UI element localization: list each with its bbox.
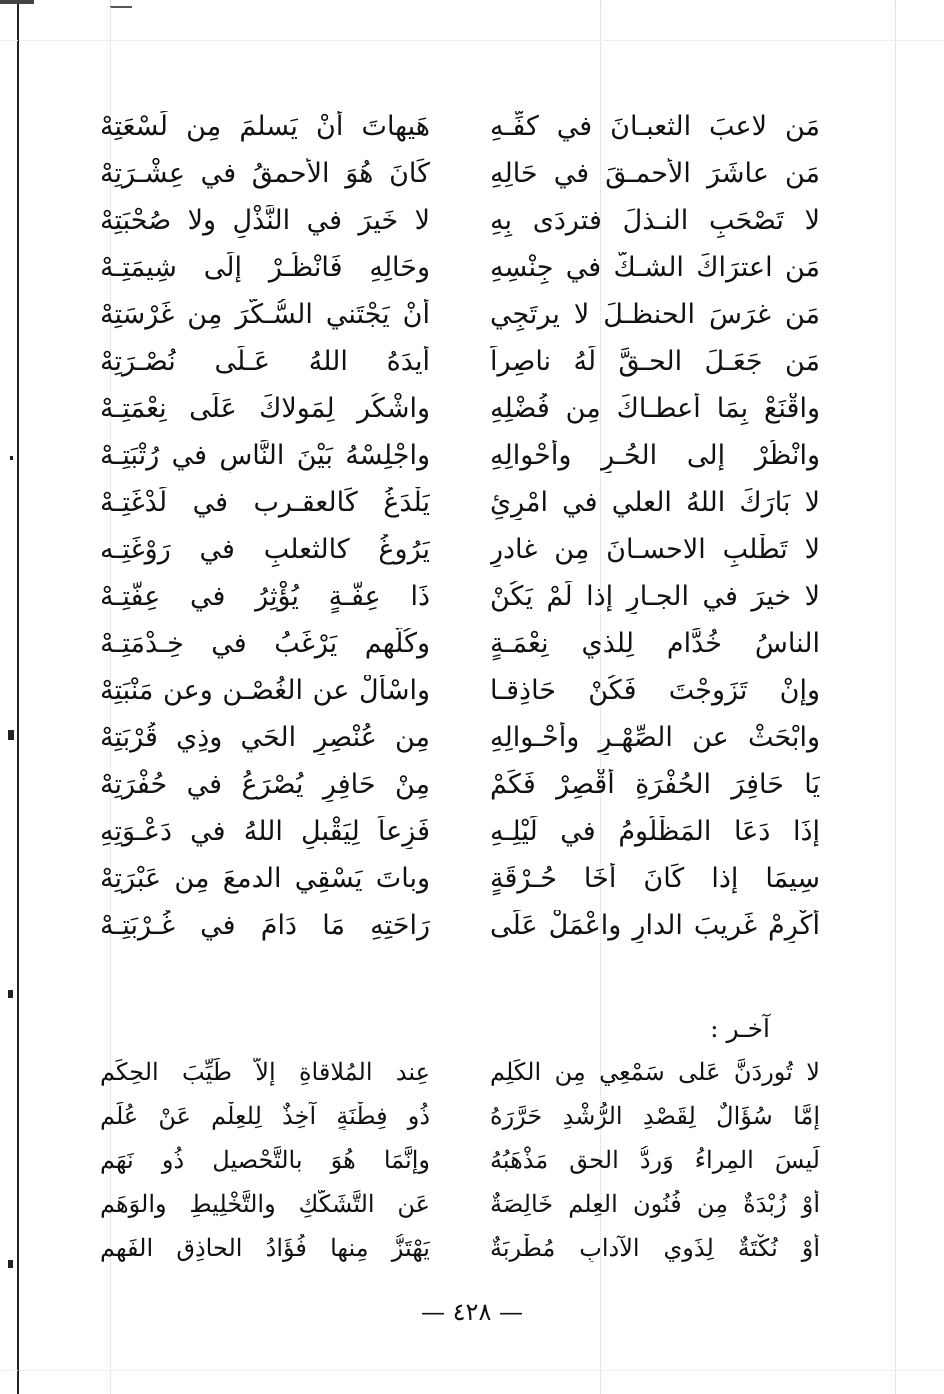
hemistich-first: لا تُورِدَنَّ عَلى سَمْعِي مِن الكَلِمِ — [490, 1057, 820, 1086]
verse — [100, 762, 820, 809]
hemistich-second: أيدَهُ اللهُ عَـلَى نُصْـرَتِهْ — [100, 346, 430, 378]
hemistich-second: ذُو فِطْنَةٍ آخِذٌ لِلعِلْمِ عَنْ عُلَمِ — [100, 1101, 430, 1130]
verse — [100, 433, 820, 480]
hemistich-first: وإنْ تَزَوجْتَ فَكُنْ حَاذِقـا — [490, 675, 820, 707]
hemistich-second: وإنَّمَا هُوَ بالتَّحْصيلِ ذُو نَهَمِ — [100, 1145, 430, 1174]
verse — [100, 339, 820, 386]
hemistich-first: لَيسَ المِراءُ وَرِدُّ الحق مَذْهَبُهُ — [490, 1145, 820, 1174]
hemistich-second: يَرُوغُ كالثعلبِ في رَوْغَتِـه — [100, 534, 430, 566]
hemistich-second: وحَالِهِ فَانْظُـرْ إلَى شِيمَتِـهْ — [100, 252, 430, 284]
hemistich-first: أوْ نُكْتَةٌ لِذَوِي الآدابِ مُطْرِبَةٌ — [490, 1233, 820, 1262]
verse — [100, 480, 820, 527]
page-number: — ٤٢٨ — — [421, 1298, 523, 1326]
verse — [100, 104, 820, 151]
verse — [100, 1094, 820, 1138]
scan-mark — [8, 990, 13, 998]
scan-guide-line — [0, 1370, 944, 1371]
poem-block-second — [100, 1050, 820, 1270]
scan-mark — [110, 6, 132, 8]
verse — [100, 245, 820, 292]
hemistich-second: عِند المُلاقاةِ إلاَّ طَيِّبَ الحِكَمِ — [100, 1057, 430, 1086]
hemistich-first: مَن عاشَرَ الأحمـقَ في حَالِهِ — [490, 158, 820, 190]
hemistich-second: وكُلُّهم يَرْغَبُ في خِـدْمَتِـهْ — [100, 628, 430, 660]
hemistich-second: يَلْدَغُ كَالعقـرب في لَدْغَتِـهْ — [100, 487, 430, 519]
hemistich-second: مِن عُنْصِرِ الحَي وذِي قُرْبَتِهْ — [100, 722, 430, 754]
hemistich-first: مَن لاعبَ الثعبـانَ في كفِّـهِ — [490, 111, 820, 143]
scan-guide-line — [0, 40, 944, 41]
verse — [100, 527, 820, 574]
hemistich-first: لا تَصْحَبِ النـذلَ فتردَى بِهِ — [490, 205, 820, 237]
verse — [100, 856, 820, 903]
scan-edge-line — [17, 0, 19, 1394]
hemistich-second: ذَا عِفَّـةٍ يُؤْثِرُ في عِفَّتِـهْ — [100, 581, 430, 613]
hemistich-second: فَزِعاً لِيَقْبلِ اللهُ في دَعْـوَتِهِ — [100, 816, 430, 848]
hemistich-first: لا خيرَ في الجـارِ إذا لَمْ يَكُنْ — [490, 581, 820, 613]
scan-mark — [10, 456, 13, 460]
verse — [100, 151, 820, 198]
hemistich-first: مَن جَعَـلَ الحـقَّ لَهُ ناصِراً — [490, 346, 820, 378]
hemistich-first: أكْرِمْ غَريبَ الدارِ واعْمَلْ عَلَى — [490, 910, 820, 942]
scan-guide-line — [895, 0, 896, 1394]
scan-mark — [8, 1260, 13, 1268]
hemistich-first: لا تَطْلبِ الاحسـانَ مِن غادرٍ — [490, 534, 820, 566]
verse — [100, 198, 820, 245]
scan-mark — [0, 0, 34, 4]
hemistich-first: يَا حَافِرَ الحُفْرَةِ أقْصِرْ فَكَمْ — [490, 769, 820, 801]
verse — [100, 1138, 820, 1182]
verse — [100, 1050, 820, 1094]
hemistich-second: كَانَ هُوَ الأحمقُ في عِشْـرَتِهْ — [100, 158, 430, 190]
hemistich-second: يَهْتَزُّ مِنها فُؤَادُ الحاذِقِ الفَهِمِ — [100, 1233, 430, 1262]
verse — [100, 386, 820, 433]
hemistich-first: وابْحَثْ عن الصِّهْـرِ وأحْـوالِهِ — [490, 722, 820, 754]
hemistich-first: إذَا دَعَا المَظْلُومُ في لَيْلِـهِ — [490, 816, 820, 848]
hemistich-second: مِنْ حَافِرٍ يُصْرَعُ في حُفْرَتِهْ — [100, 769, 430, 801]
verse — [100, 715, 820, 762]
hemistich-first: لا بَارَكَ اللهُ العلي في امْرِئٍ — [490, 487, 820, 519]
hemistich-first: مَن اعترَاكَ الشـكُّ في جِنْسِهِ — [490, 252, 820, 284]
verse — [100, 809, 820, 856]
hemistich-first: وانْظُرْ إلى الحُـرِ وأحْوالِهِ — [490, 440, 820, 472]
verse — [100, 668, 820, 715]
hemistich-first: مَن غرَسَ الحنظـلَ لا يرتَجِي — [490, 299, 820, 331]
verse — [100, 903, 820, 950]
verse — [100, 292, 820, 339]
poem-block — [100, 104, 820, 950]
hemistich-first: إمَّا سُؤَالٌ لِقَصْدِ الرُّشْدِ حَرَّرَهُ — [490, 1101, 820, 1130]
hemistich-first: أوْ زُبْدَةٌ مِن فُنُونِ العِلمِ خَالِصَةٌ — [490, 1189, 820, 1218]
hemistich-second: عَنِ التَّشَكُّكِ والتَّخْلِيطِ والوَهَمِ — [100, 1189, 430, 1218]
hemistich-first: سِيمَا إذا كَانَ أخَا حُـرْقَةٍ — [490, 863, 820, 895]
hemistich-second: واشْكُر لِمَولاكَ عَلَى نِعْمَتِـهْ — [100, 393, 430, 425]
hemistich-second: هَيهاتَ أنْ يَسلمَ مِن لَسْعَتِهْ — [100, 111, 430, 143]
verse — [100, 1182, 820, 1226]
section-heading: آخـر : — [710, 1014, 770, 1043]
hemistich-second: واجْلِسْهُ بَيْنَ النَّاسِ في رُتْبَتِـهْ — [100, 440, 430, 472]
verse — [100, 574, 820, 621]
hemistich-second: رَاحَتِهِ مَا دَامَ في غُـرْبَتِـهْ — [100, 910, 430, 942]
hemistich-second: أنْ يَجْتَني السُّـكَّرَ مِن غَرْسَتِهْ — [100, 299, 430, 331]
scan-mark — [8, 730, 14, 740]
hemistich-second: واسْألْ عن الغُصْـنِ وعن مَنْبَتِهْ — [100, 675, 430, 707]
hemistich-first: الناسُ خُدَّام لِلذي نِعْمَـةٍ — [490, 628, 820, 660]
hemistich-first: واقْنَعْ بِمَا أعطـاكَ مِن فُضْلِهِ — [490, 393, 820, 425]
hemistich-second: وباتَ يَسْقِي الدمعَ مِن عَبْرَتِهْ — [100, 863, 430, 895]
verse — [100, 621, 820, 668]
hemistich-second: لا خَيرَ في النَّذْلِ ولا صُحْبَتِهْ — [100, 205, 430, 237]
verse — [100, 1226, 820, 1270]
